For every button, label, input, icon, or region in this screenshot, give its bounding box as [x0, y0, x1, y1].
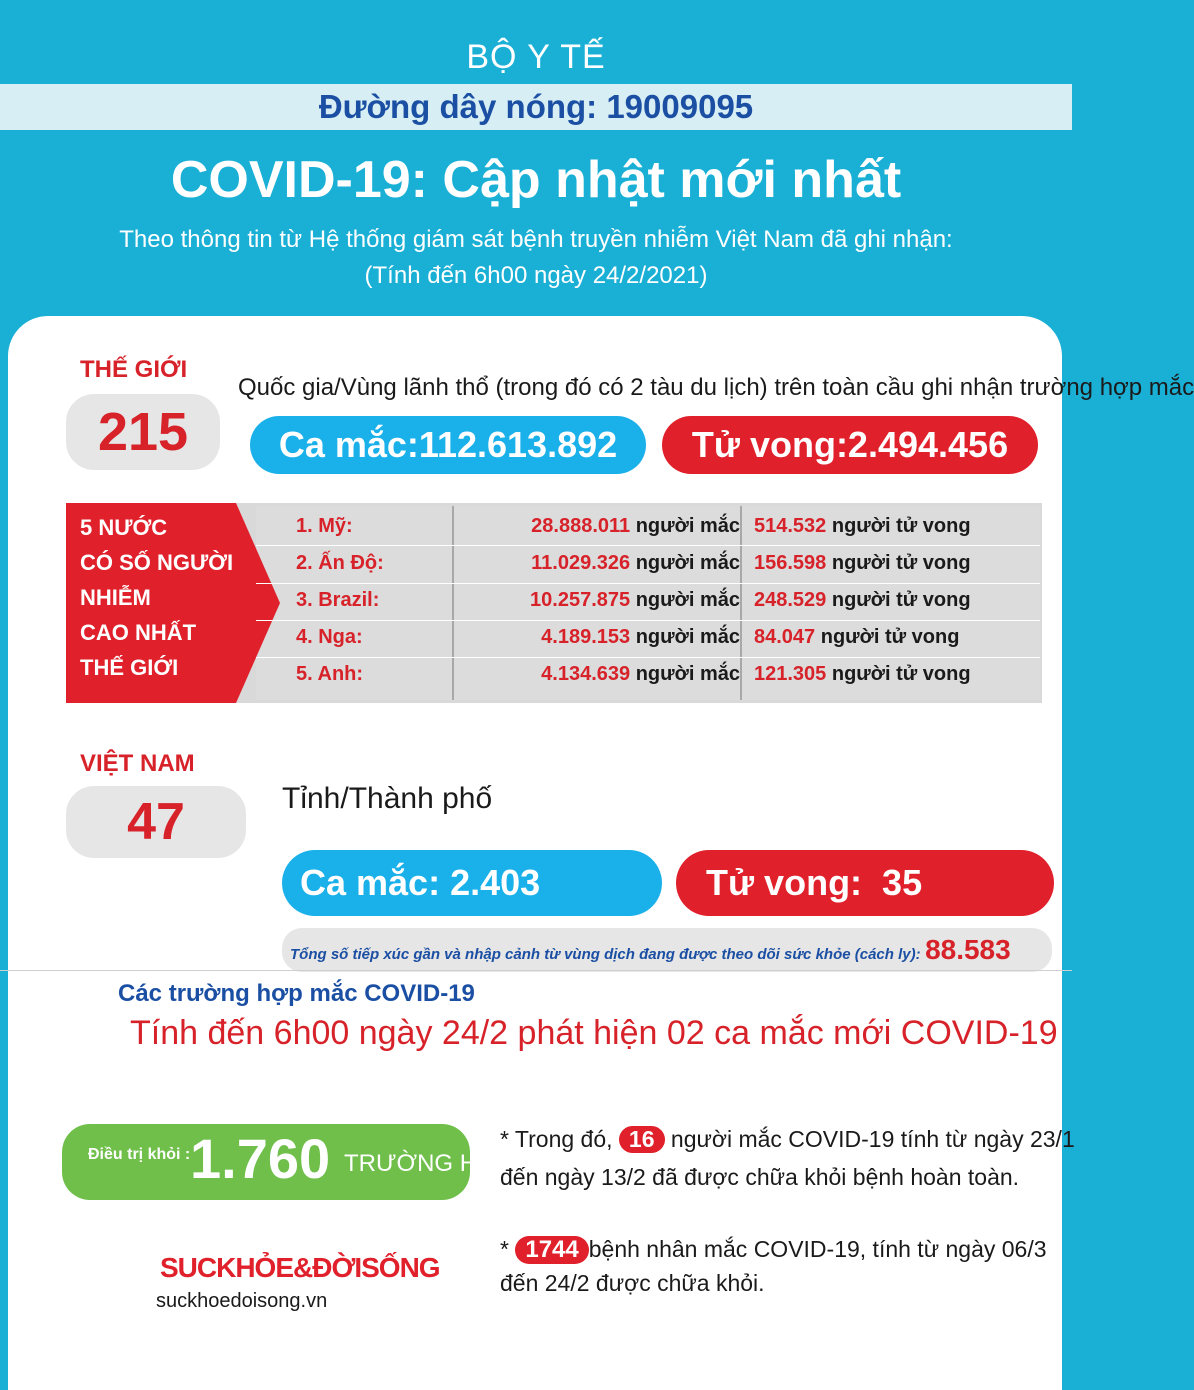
top5-label-line: NHIỄM	[80, 585, 151, 610]
top5-deaths	[754, 589, 1044, 612]
top5-cases-value: 28.888.011	[531, 515, 631, 537]
top5-country: 3. Brazil:	[296, 589, 380, 611]
brand-logo[interactable]: SUCKHỎE&ĐỜISỐNG	[160, 1252, 440, 1283]
monitoring-value: 88.583	[925, 934, 1011, 965]
death-unit: người tử vong	[831, 589, 971, 611]
section-divider	[0, 970, 1072, 971]
top5-cases-value: 11.029.326	[531, 552, 631, 574]
hotline-text[interactable]: Đường dây nóng: 19009095	[318, 88, 754, 125]
world-label: THẾ GIỚI	[80, 356, 188, 383]
row-divider	[256, 620, 1040, 621]
top5-label-line: CÓ SỐ NGƯỜI	[80, 550, 234, 575]
top5-deaths	[754, 552, 1044, 575]
main-title: COVID-19: Cập nhật mới nhất	[170, 151, 902, 209]
death-unit: người tử vong	[831, 552, 971, 574]
world-country-count: 215	[66, 394, 220, 470]
top5-label-line: THẾ GIỚI	[80, 655, 179, 680]
death-unit: người tử vong	[831, 515, 971, 537]
vietnam-province-count: 47	[66, 786, 246, 858]
recovered-unit: TRƯỜNG HỢP	[344, 1150, 514, 1177]
top5-cases-value: 10.257.875	[530, 589, 631, 611]
note1-badge: 16	[619, 1126, 665, 1153]
world-cases-pill: Ca mắc:112.613.892	[250, 416, 646, 474]
cases-heading: Các trường hợp mắc COVID-19	[118, 980, 475, 1007]
row-divider	[256, 657, 1040, 658]
top5-label	[80, 510, 250, 685]
note1-line2: đến ngày 13/2 đã được chữa khỏi bệnh hoàn toàn.	[500, 1164, 1020, 1190]
vietnam-description: Tỉnh/Thành phố	[282, 782, 493, 815]
top5-country: 1. Mỹ:	[296, 515, 353, 537]
vietnam-deaths-pill: Tử vong: 35	[676, 850, 1054, 916]
top5-deaths-value: 156.598	[754, 552, 827, 574]
top5-deaths-value: 84.047	[754, 626, 816, 648]
top5-cases-value: 4.189.153	[541, 626, 631, 648]
top5-cases	[458, 515, 740, 538]
vietnam-cases-pill: Ca mắc: 2.403	[282, 850, 662, 916]
top5-deaths	[754, 626, 1044, 649]
note1-line1	[500, 1126, 1075, 1153]
note1-prefix: * Trong đó,	[500, 1126, 613, 1152]
as-of-date: (Tính đến 6h00 ngày 24/2/2021)	[364, 262, 708, 289]
website-link[interactable]: suckhoedoisong.vn	[156, 1290, 328, 1312]
world-deaths-pill: Tử vong:2.494.456	[662, 416, 1038, 474]
world-description: Quốc gia/Vùng lãnh thổ (trong đó có 2 tàu du lịch) trên toàn cầu ghi nhận trường hợp mắc	[238, 374, 1194, 401]
case-unit: người mắc	[635, 589, 740, 611]
recovered-label: Điều trị khỏi :	[88, 1146, 191, 1163]
note2-badge: 1744	[515, 1236, 588, 1264]
top5-deaths-value: 248.529	[754, 589, 827, 611]
top5-cases	[458, 589, 740, 612]
death-unit: người tử vong	[820, 626, 960, 648]
case-unit: người mắc	[635, 552, 740, 574]
note2-line1	[500, 1236, 1047, 1264]
monitoring-text: Tổng số tiếp xúc gần và nhập cảnh từ vùng dịch đang được theo dõi sức khỏe (cách ly):	[290, 946, 921, 963]
top5-cases	[458, 626, 740, 649]
case-unit: người mắc	[635, 663, 740, 685]
case-unit: người mắc	[635, 515, 740, 537]
subtitle: Theo thông tin từ Hệ thống giám sát bệnh truyền nhiễm Việt Nam đã ghi nhận:	[119, 226, 953, 253]
top5-deaths	[754, 663, 1044, 686]
recovered-value: 1.760	[190, 1127, 331, 1190]
note1-text: người mắc COVID-19 tính từ ngày 23/1	[670, 1126, 1075, 1152]
ministry-title: BỘ Y TẾ	[466, 38, 606, 76]
top5-cases	[458, 663, 740, 686]
column-divider	[740, 506, 742, 700]
top5-cases	[458, 552, 740, 575]
note2-prefix: *	[500, 1236, 509, 1262]
note2-line2: đến 24/2 được chữa khỏi.	[500, 1270, 765, 1296]
top5-deaths-value: 514.532	[754, 515, 827, 537]
top5-cases-value: 4.134.639	[541, 663, 631, 685]
top5-country: 5. Anh:	[296, 663, 364, 685]
note2-text: bệnh nhân mắc COVID-19, tính từ ngày 06/3	[588, 1236, 1047, 1262]
row-divider	[256, 545, 1040, 546]
monitoring-line	[290, 934, 1050, 966]
row-divider	[256, 583, 1040, 584]
cases-headline: Tính đến 6h00 ngày 24/2 phát hiện 02 ca mắc mới COVID-19	[130, 1014, 1058, 1052]
top5-deaths	[754, 515, 1044, 538]
top5-country: 2. Ấn Độ:	[296, 552, 384, 574]
top5-country: 4. Nga:	[296, 626, 363, 648]
top5-label-line: 5 NƯỚC	[80, 515, 168, 540]
top5-label-line: CAO NHẤT	[80, 620, 197, 645]
top5-deaths-value: 121.305	[754, 663, 827, 685]
case-unit: người mắc	[635, 626, 740, 648]
vietnam-label: VIỆT NAM	[80, 750, 195, 777]
death-unit: người tử vong	[831, 663, 971, 685]
